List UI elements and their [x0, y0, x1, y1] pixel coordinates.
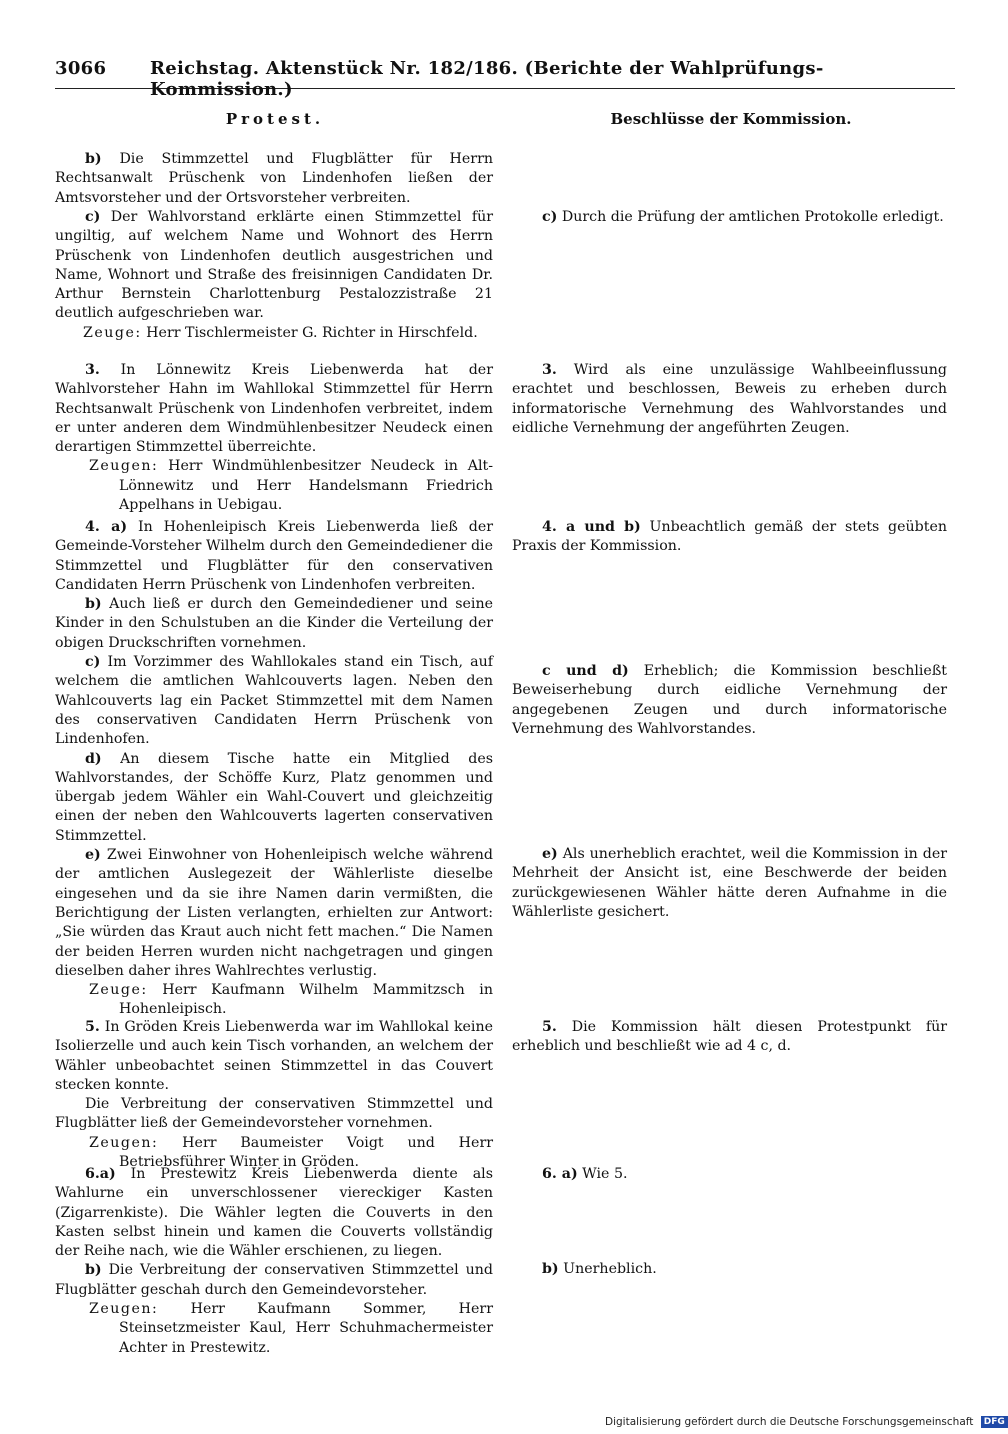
- running-title: Reichstag. Aktenstück Nr. 182/186. (Berichte der Wahlprüfungs-Kommission.): [150, 58, 824, 100]
- protest-item-3: [55, 361, 493, 515]
- witness-label: Zeugen:: [89, 1134, 159, 1151]
- protest-heading: Protest.: [225, 110, 325, 128]
- witness-label: Zeuge:: [89, 982, 148, 999]
- witness-text: Herr Baumeister Voigt und Herr Betriebsführer Winter in Gröden.: [119, 1134, 494, 1171]
- item-text: Zwei Einwohner von Hohenleipisch welche während der amtlichen Auslegezeit der Wählerliste dieselbe eingesehen und da sie ihre Namen darin vermißten, die Berichtigung der Listen verlangten, erhielten zur Antwort: „Sie würden das Kraut auch nicht fett machen.“ Die Namen der beiden Herren wurden nicht nachgetragen und gingen dieselben daher ihres Wahlrechtes verlustig.: [55, 847, 493, 979]
- commission-column: [512, 150, 947, 1390]
- digitization-footer: [605, 1416, 1008, 1428]
- decision-label: 5.: [542, 1019, 557, 1035]
- item-label: e): [85, 847, 101, 864]
- decision-6b: [512, 1260, 947, 1279]
- item-text: In Lönnewitz Kreis Liebenwerda hat der Wahlvorsteher Hahn im Wahllokal Stimmzettel für Herrn Rechtsanwalt Prüschenk von Lindenhofen verbreitet, indem er unter anderen dem Windmühlenbesitzer Neudeck einen derartigen Stimmzettel überreichte.: [55, 362, 493, 456]
- decision-label: c): [542, 209, 558, 225]
- protest-item-4a: [55, 518, 493, 1020]
- item-text: Der Wahlvorstand erklärte einen Stimmzettel für ungiltig, auf welchem Name und Wohnort des Herrn Prüschenk von Lindenhofen deutlich ausgestrichen und Name, Wohnort und Straße des freisinnigen Candidaten Dr. Arthur Bernstein Charlottenburg Pestalozzistraße 21 deutlich aufgeschrieben war.: [55, 209, 493, 322]
- item-label: 5.: [85, 1019, 100, 1035]
- decision-text: Erheblich; die Kommission beschließt Beweiserhebung durch eidliche Vernehmung der angegebenen Zeugen und durch informatorische Vernehmung des Wahlvorstandes.: [512, 663, 948, 737]
- decision-4e: [512, 845, 947, 922]
- decision-label: c und d): [542, 663, 629, 679]
- decision-text: Unerheblich.: [563, 1261, 657, 1277]
- item-text: In Prestewitz Kreis Liebenwerda diente als Wahlurne ein unverschlossener viereckiger Kasten (Zigarrenkiste). Die Wähler legten die Couverts in den Kasten selbst hinein und kamen die Couverts vollständig der Reihe nach, wie die Wähler erschienen, zu liegen.: [55, 1166, 493, 1260]
- protest-item-b: [55, 150, 493, 208]
- page-number: 3066: [55, 58, 107, 79]
- decision-label: e): [542, 846, 558, 862]
- witness-text: Herr Kaufmann Wilhelm Mammitzsch in Hohenleipisch.: [119, 982, 493, 1018]
- item-text: In Gröden Kreis Liebenwerda war im Wahllokal keine Isolierzelle und auch kein Tisch vorhanden, an welchem der Wähler unbeobachtet seinen Stimmzettel in das Couvert stecken konnte.: [55, 1019, 494, 1093]
- decision-text: Wird als eine unzulässige Wahlbeeinflussung erachtet und beschlossen, Beweis zu erheben durch informatorische Vernehmung des Wahlvorstandes und eidliche Vernehmung der angeführten Zeugen.: [512, 362, 948, 436]
- decision-6a: [512, 1165, 947, 1184]
- witness-label: Zeuge:: [83, 324, 142, 341]
- decision-4cd: [512, 662, 947, 739]
- decision-5: [512, 1018, 947, 1057]
- protest-item-6: [55, 1165, 493, 1358]
- decision-label: 4. a und b): [542, 519, 641, 535]
- item-text: Die Stimmzettel und Flugblätter für Herrn Rechtsanwalt Prüschenk von Lindenhofen ließen der Amtsvorsteher und der Ortsvorsteher verbreiten.: [55, 151, 494, 206]
- protest-item-c: [55, 208, 493, 343]
- decision-c: [512, 208, 947, 227]
- item-label: d): [85, 750, 102, 767]
- decision-label: 3.: [542, 362, 557, 378]
- item-label: 6.a): [85, 1166, 116, 1182]
- item-label: 3.: [85, 362, 100, 378]
- item-label: c): [85, 209, 101, 225]
- item-text: In Hohenleipisch Kreis Liebenwerda ließ der Gemeinde-Vorsteher Wilhelm durch den Gemeindediener die Stimmzettel und Flugblätter für den conservativen Candidaten Herrn Prüschenk von Lindenhofen verbreiten.: [55, 519, 494, 593]
- item-text-continued: Die Verbreitung der conservativen Stimmzettel und Flugblätter ließ der Gemeindevorsteher vornehmen.: [55, 1096, 493, 1132]
- decision-text: Durch die Prüfung der amtlichen Protokolle erledigt.: [561, 209, 944, 225]
- witness-text: Herr Windmühlenbesitzer Neudeck in Alt-Lönnewitz und Herr Handelsmann Friedrich Appelhans in Uebigau.: [119, 458, 493, 514]
- witness-text: Herr Tischlermeister G. Richter in Hirschfeld.: [146, 324, 478, 341]
- item-label: c): [85, 654, 101, 671]
- page-header: [55, 58, 955, 100]
- protest-column: [55, 150, 493, 1390]
- commission-heading: Beschlüsse der Kommission.: [610, 110, 852, 128]
- decision-label: b): [542, 1261, 559, 1277]
- footer-text: Digitalisierung gefördert durch die Deutsche Forschungsgemeinschaft: [605, 1416, 974, 1428]
- decision-text: Unbeachtlich gemäß der stets geübten Praxis der Kommission.: [512, 519, 947, 555]
- item-label: b): [85, 151, 102, 167]
- item-label: b): [85, 596, 102, 613]
- witness-label: Zeugen:: [89, 1301, 159, 1318]
- item-text: Die Verbreitung der conservativen Stimmzettel und Flugblätter geschah durch den Gemeindevorsteher.: [55, 1262, 493, 1298]
- decision-text: Wie 5.: [582, 1166, 628, 1182]
- item-text: An diesem Tische hatte ein Mitglied des Wahlvorstandes, der Schöffe Kurz, Platz genommen und übergab jedem Wähler ein Wahl-Couvert und gleichzeitig einen der neben den Wahlcouverts lagerten conservativen Stimmzettel.: [55, 750, 493, 844]
- item-text: Im Vorzimmer des Wahllokales stand ein Tisch, auf welchem die amtlichen Wahlcouverts lagen. Neben den Wahlcouverts lag ein Packet Stimmzettel mit dem Namen des conservativen Candidaten Herrn Prüschenk von Lindenhofen.: [55, 654, 494, 748]
- decision-label: 6. a): [542, 1166, 578, 1182]
- witness-text: Herr Kaufmann Sommer, Herr Steinsetzmeister Kaul, Herr Schuhmachermeister Achter in Prestewitz.: [119, 1301, 493, 1356]
- decision-4ab: [512, 518, 947, 557]
- dfg-logo: DFG: [981, 1416, 1008, 1428]
- witness-label: Zeugen:: [89, 458, 159, 475]
- decision-text: Als unerheblich erachtet, weil die Kommission in der Mehrheit der Ansicht ist, eine Beschwerde der beiden zurückgewiesenen Wähler hätte deren Aufnahme in die Wählerliste gesichert.: [512, 846, 948, 920]
- protest-item-5: [55, 1018, 493, 1172]
- item-label: 4. a): [85, 519, 128, 535]
- decision-text: Die Kommission hält diesen Protestpunkt für erheblich und beschließt wie ad 4 c, d.: [512, 1019, 948, 1055]
- item-text: Auch ließ er durch den Gemeindediener und seine Kinder in den Schulstuben an die Kinder die Verteilung der obigen Druckschriften vornehmen.: [55, 596, 494, 651]
- item-label: b): [85, 1262, 102, 1279]
- decision-3: [512, 361, 947, 438]
